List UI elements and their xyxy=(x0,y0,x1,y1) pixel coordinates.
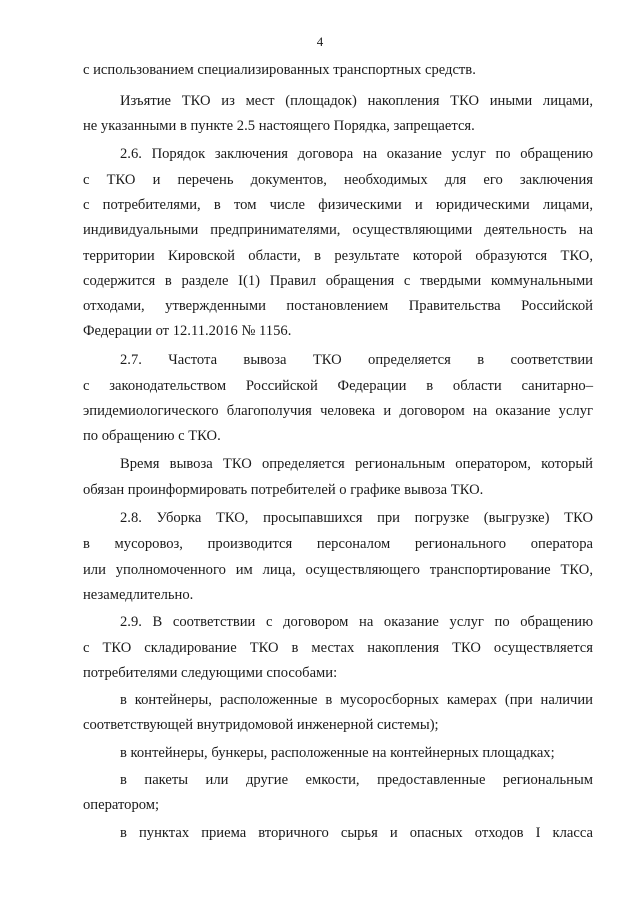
text-line: в контейнеры, бункеры, расположенные на контейнерных площадках; xyxy=(120,745,555,761)
text-line: с потребителями, в том числе физическими и юридическими лицами, xyxy=(83,197,593,213)
text-line: 2.8. Уборка ТКО, просыпавшихся при погрузке (выгрузке) ТКО xyxy=(120,510,593,526)
text-line: территории Кировской области, в результате которой образуются ТКО, xyxy=(83,248,593,264)
text-line: эпидемиологического благополучия человека и договором на оказание услуг xyxy=(83,403,593,419)
text-line: не указанными в пункте 2.5 настоящего Порядка, запрещается. xyxy=(83,118,475,134)
text-line: по обращению с ТКО. xyxy=(83,428,221,444)
text-line: с ТКО и перечень документов, необходимых для его заключения xyxy=(83,172,593,188)
text-line: отходами, утвержденными постановлением Правительства Российской xyxy=(83,298,593,314)
text-line: Время вывоза ТКО определяется региональным оператором, который xyxy=(120,456,593,472)
text-line: с законодательством Российской Федерации в области санитарно– xyxy=(83,378,593,394)
text-line: в пунктах приема вторичного сырья и опасных отходов I класса xyxy=(120,825,593,841)
page-number: 4 xyxy=(316,34,324,49)
text-line: индивидуальными предпринимателями, осуществляющими деятельность на xyxy=(83,222,593,238)
text-line: незамедлительно. xyxy=(83,587,194,603)
text-line: в мусоровоз, производится персоналом регионального оператора xyxy=(83,536,593,552)
text-line: с ТКО складирование ТКО в местах накопления ТКО осуществляется xyxy=(83,640,593,656)
text-line: 2.6. Порядок заключения договора на оказание услуг по обращению xyxy=(120,146,593,162)
text-line: в контейнеры, расположенные в мусоросборных камерах (при наличии xyxy=(120,692,593,708)
text-line: соответствующей внутридомовой инженерной системы); xyxy=(83,717,439,733)
text-line: обязан проинформировать потребителей о графике вывоза ТКО. xyxy=(83,482,484,498)
text-line: в пакеты или другие емкости, предоставленные региональным xyxy=(120,772,593,788)
text-line: 2.9. В соответствии с договором на оказание услуг по обращению xyxy=(120,614,593,630)
text-line: или уполномоченного им лица, осуществляющего транспортирование ТКО, xyxy=(83,562,593,578)
text-line: оператором; xyxy=(83,797,160,813)
text-line: Федерации от 12.11.2016 № 1156. xyxy=(83,323,292,339)
text-line: с использованием специализированных транспортных средств. xyxy=(83,62,476,78)
text-line: 2.7. Частота вывоза ТКО определяется в соответствии xyxy=(120,352,593,368)
text-line: содержится в разделе I(1) Правил обращения с твердыми коммунальными xyxy=(83,273,593,289)
text-line: Изъятие ТКО из мест (площадок) накопления ТКО иными лицами, xyxy=(120,93,593,109)
text-line: потребителями следующими способами: xyxy=(83,665,338,681)
